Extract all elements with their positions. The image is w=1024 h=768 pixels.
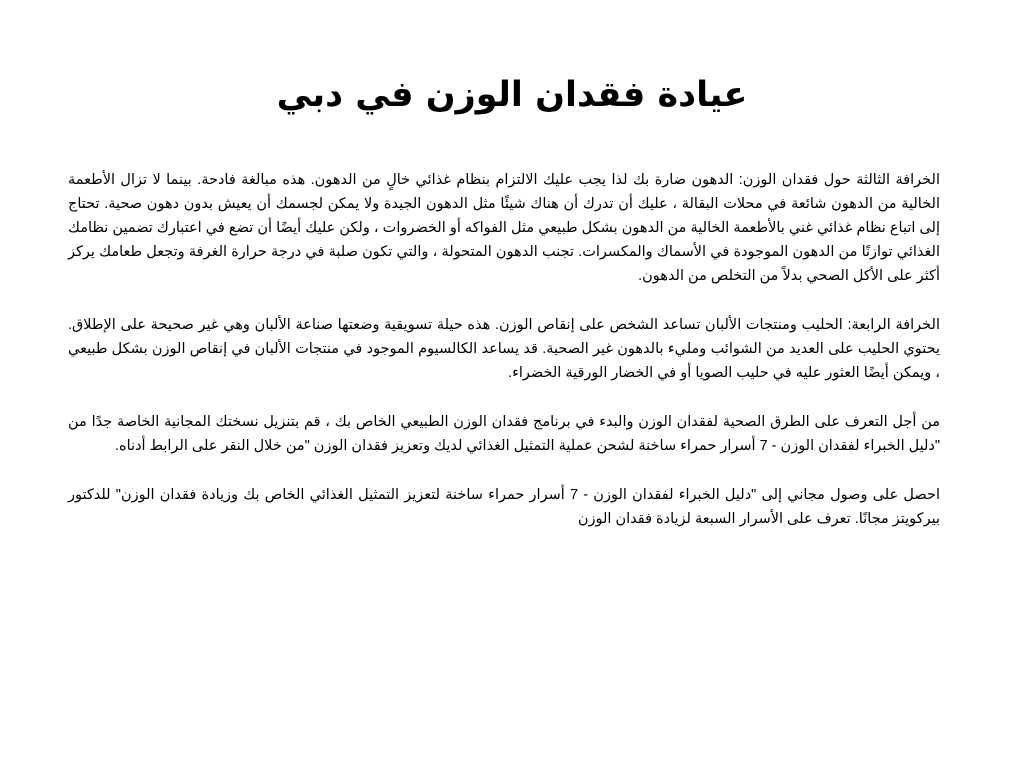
slide-body (68, 168, 940, 556)
paragraph-myth-three: الخرافة الثالثة حول فقدان الوزن: الدهون ضارة بك لذا يجب عليك الالتزام بنظام غذائي خالٍ من الدهون. هذه مبالغة فادحة. بينما لا تزال الأطعمة الخالية من الدهون شائعة في محلات البقالة ، عليك أن تدرك أن هناك شيئًا مثل الدهون الجيدة ولا يمكن لجسمك أن يعيش بدون دهون صحية. تحتاج إلى اتباع نظام غذائي غني بالأطعمة الخالية من الدهون بشكل طبيعي مثل الفواكه أو الخضروات ، ولكن عليك أيضًا أن تضع في اعتبارك تضمين نظامك الغذائي توازنًا من الدهون الموجودة في الأسماك والمكسرات. تجنب الدهون المتحولة ، والتي تكون صلبة في درجة حرارة الغرفة وتجعل طعامك يركز أكثر على الأكل الصحي بدلاً من التخلص من الدهون. (68, 172, 940, 284)
paragraph-free-access: احصل على وصول مجاني إلى "دليل الخبراء لفقدان الوزن - 7 أسرار حمراء ساخنة لتعزيز التمثيل الغذائي الخاص بك وزيادة فقدان الوزن" للدكتور بيركويتز مجانًا. تعرف على الأسرار السبعة لزيادة فقدان الوزن (68, 487, 940, 527)
paragraph-myth-four: الخرافة الرابعة: الحليب ومنتجات الألبان تساعد الشخص على إنقاص الوزن. هذه حيلة تسويقية وضعتها صناعة الألبان وهي غير صحيحة على الإطلاق. يحتوي الحليب على العديد من الشوائب ومليء بالدهون غير الصحية. قد يساعد الكالسيوم الموجود في منتجات الألبان في إنقاص الوزن بشكل طبيعي ، ويمكن أيضًا العثور عليه في حليب الصويا أو في الخضار الورقية الخضراء. (68, 317, 940, 381)
paragraph-download-guide: من أجل التعرف على الطرق الصحية لفقدان الوزن والبدء في برنامج فقدان الوزن الطبيعي الخاص بك ، قم بتنزيل نسختك المجانية الخاصة جدًا من "دليل الخبراء لفقدان الوزن - 7 أسرار حمراء ساخنة لشحن عملية التمثيل الغذائي لديك وتعزيز فقدان الوزن "من خلال النقر على الرابط أدناه. (68, 414, 940, 454)
slide-title: عيادة فقدان الوزن في دبي (276, 75, 748, 115)
